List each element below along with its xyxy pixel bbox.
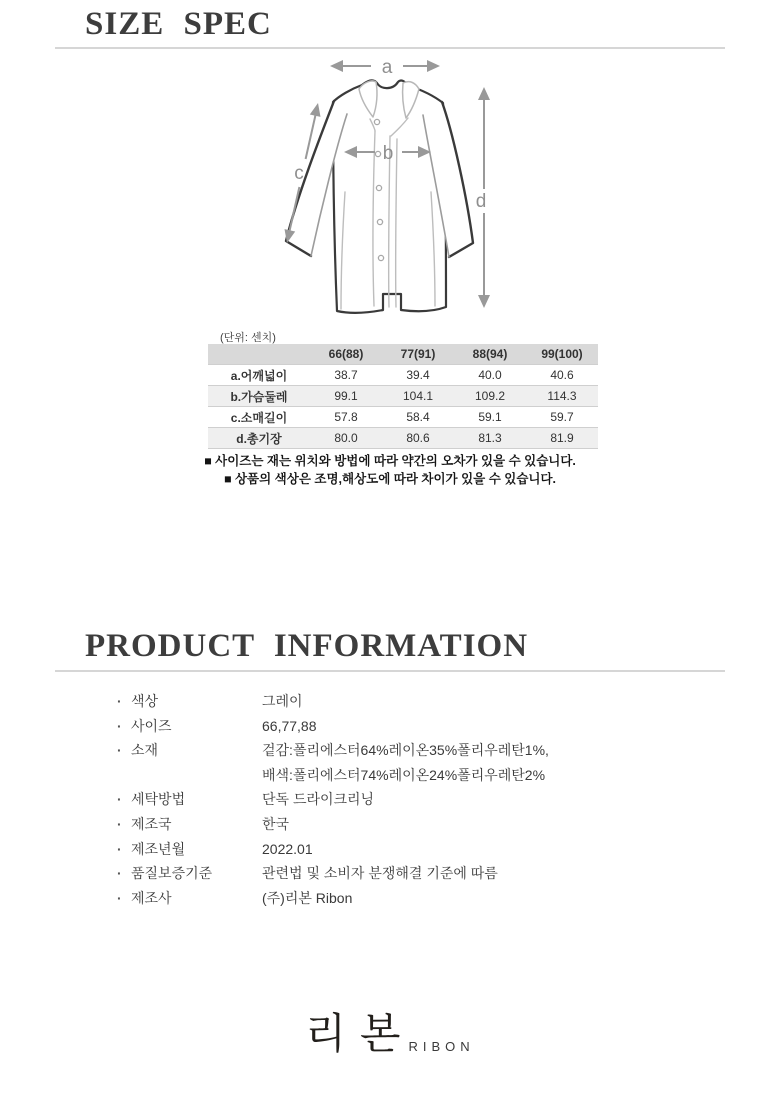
brand-logo-english: RIBON: [408, 1039, 475, 1055]
measure-label-a: a: [381, 57, 393, 78]
divider-line: [55, 670, 725, 672]
table-row: [208, 386, 598, 407]
list-item: [0, 738, 780, 787]
list-item: [0, 787, 780, 812]
cell-value: 58.4: [406, 410, 430, 424]
item-label: 색상: [131, 693, 159, 709]
list-item: [0, 689, 780, 714]
bullet-icon: ·: [117, 840, 122, 857]
unit-label: (단위: 센치): [220, 332, 276, 344]
item-value: 66,77,88: [262, 717, 317, 734]
bullet-icon: ·: [117, 815, 122, 832]
note-line: ■ 사이즈는 재는 위치와 방법에 따라 약간의 오차가 있을 수 있습니다.: [204, 454, 576, 468]
item-label: 세탁방법: [131, 791, 186, 808]
item-value-line: 겉감:폴리에스터64%레이온35%폴리우레탄1%,: [262, 742, 549, 759]
cell-value: 104.1: [402, 389, 434, 403]
list-item: [0, 812, 780, 837]
item-label: 소재: [131, 742, 159, 759]
item-value-line: 배색:폴리에스터74%레이온24%폴리우레탄2%: [262, 766, 546, 783]
list-item: [0, 714, 780, 739]
bullet-icon: ·: [117, 717, 122, 734]
row-label: a.어깨넓이: [230, 368, 288, 383]
brand-logo-korean: 리본: [305, 1010, 415, 1057]
list-item: [0, 886, 780, 911]
bullet-icon: ·: [117, 865, 122, 882]
size-table: [208, 344, 598, 449]
item-value: [262, 738, 780, 787]
table-row: [208, 428, 598, 449]
size-column-header: 66(88): [310, 344, 382, 365]
item-value: 한국: [262, 815, 290, 832]
size-table-corner-cell: [208, 344, 310, 365]
divider-line: [55, 47, 725, 49]
measure-label-c: c: [294, 163, 304, 184]
cell-value: 81.9: [550, 431, 574, 445]
product-info-list: [0, 689, 780, 910]
cell-value: 80.6: [406, 431, 430, 445]
item-label: 제조국: [131, 815, 172, 832]
cell-value: 39.4: [406, 368, 430, 382]
row-label: d.총기장: [236, 431, 282, 446]
item-label: 사이즈: [131, 717, 172, 734]
cell-value: 99.1: [334, 389, 358, 403]
bullet-icon: ·: [117, 889, 122, 906]
size-column-header: 88(94): [454, 344, 526, 365]
cell-value: 81.3: [478, 431, 502, 445]
cell-value: 57.8: [334, 410, 358, 424]
item-value: (주)리본 Ribon: [262, 889, 353, 906]
bullet-icon: ·: [117, 791, 122, 808]
cell-value: 40.6: [550, 368, 574, 382]
measure-label-d: d: [475, 191, 487, 212]
row-label: c.소매길이: [230, 410, 288, 425]
cell-value: 109.2: [474, 389, 506, 403]
cell-value: 114.3: [547, 389, 577, 403]
size-column-header: 99(100): [526, 344, 598, 365]
note-line: ■ 상품의 색상은 조명,해상도에 따라 차이가 있을 수 있습니다.: [223, 472, 557, 486]
product-info-title: PRODUCT INFORMATION: [85, 628, 529, 664]
brand-footer: [0, 1010, 780, 1058]
cell-value: 38.7: [334, 368, 358, 382]
cell-value: 59.1: [478, 410, 502, 424]
row-label: b.가슴둘레: [230, 389, 288, 404]
cell-value: 80.0: [334, 431, 358, 445]
garment-measurement-diagram: [278, 55, 530, 325]
item-value: 2022.01: [262, 840, 313, 857]
table-row: [208, 407, 598, 428]
cell-value: 59.7: [550, 410, 574, 424]
bullet-icon: ·: [117, 693, 122, 709]
size-spec-title: SIZE SPEC: [85, 6, 272, 42]
measure-label-b: b: [382, 143, 394, 164]
size-notes: [0, 452, 780, 488]
item-value: 관련법 및 소비자 분쟁해결 기준에 따름: [262, 865, 498, 882]
item-label: 제조사: [131, 889, 172, 906]
size-table-header-row: [208, 344, 598, 365]
list-item: [0, 837, 780, 862]
item-value: 단독 드라이크리닝: [262, 791, 375, 808]
table-row: [208, 365, 598, 386]
cell-value: 40.0: [478, 368, 502, 382]
item-label: 품질보증기준: [131, 865, 213, 882]
size-column-header: 77(91): [382, 344, 454, 365]
bullet-icon: ·: [117, 742, 122, 759]
item-label: 제조년월: [131, 840, 186, 857]
list-item: [0, 861, 780, 886]
item-value: 그레이: [262, 693, 303, 709]
